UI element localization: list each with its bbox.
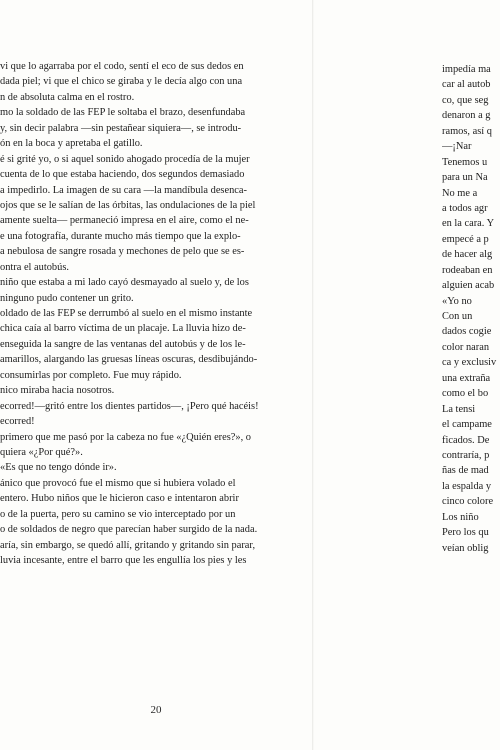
text-line: a todos agr	[442, 202, 488, 214]
text-line: Pero los qu	[442, 527, 489, 539]
text-line: chica caía al barro víctima de un placaje. La lluvia hizo de-	[0, 323, 246, 335]
text-line: n de absoluta calma en el rostro.	[0, 91, 135, 103]
text-line: el campame	[442, 419, 492, 431]
text-line: —¡Nar	[442, 141, 472, 153]
text-line: primero que me pasó por la cabeza no fue «¿Quién eres?», o	[0, 431, 251, 443]
text-line: a nebulosa de sangre rosada y mechones de pelo que se es-	[0, 246, 245, 258]
text-line: ánico que provocó fue el mismo que si hubiera volado el	[0, 477, 236, 489]
text-line: nico miraba hacia nosotros.	[0, 385, 115, 397]
text-line: ón en la boca y apretaba el gatillo.	[0, 138, 143, 150]
text-line: contraría, p	[442, 449, 490, 461]
text-line: y, sin decir palabra —sin pestañear siquiera—, se introdu-	[0, 122, 242, 134]
text-line: como el bo	[442, 388, 489, 400]
text-line: mo la soldado de las FEP le soltaba el brazo, desenfundaba	[0, 107, 246, 119]
text-line: cinco colore	[442, 496, 494, 508]
text-line: ninguno pudo contener un grito.	[0, 292, 134, 304]
text-line: ñas de mad	[442, 465, 489, 477]
text-line: No me a	[442, 187, 478, 199]
text-line: entero. Hubo niños que le hicieron caso e intentaron abrir	[0, 493, 239, 505]
text-line: para un Na	[442, 172, 488, 184]
text-line: oldado de las FEP se derrumbó al suelo en el mismo instante	[0, 308, 253, 319]
text-line: dados cogie	[442, 326, 492, 338]
text-line: una extraña	[442, 372, 491, 384]
text-line: amente suelta— permaneció impresa en el aire, como el ne-	[0, 215, 249, 227]
text-line: vi que lo agarraba por el codo, sentí el eco de sus dedos en	[0, 61, 244, 72]
text-line: denaron a g	[442, 110, 491, 122]
text-line: e una fotografía, durante mucho más tiempo que la explo-	[0, 230, 241, 242]
text-line: Con un	[442, 311, 473, 322]
text-line: de hacer alg	[442, 249, 493, 261]
text-line: La tensi	[442, 403, 476, 415]
text-line: quiera «¿Por qué?».	[0, 446, 83, 458]
text-line: ecorred!—gritó entre los dientes partidos—, ¡Pero qué hacéis!	[0, 400, 259, 412]
text-line: é si grité yo, o si aquel sonido ahogado procedía de la mujer	[0, 153, 250, 165]
text-line: cuenta de lo que estaba haciendo, dos segundos demasiado	[0, 169, 245, 181]
text-line: co, que seg	[442, 94, 489, 106]
text-line: ecorred!	[0, 416, 35, 428]
text-line: ca y exclusiv	[442, 357, 497, 369]
text-line: ojos que se le salían de las órbitas, las ondulaciones de la piel	[0, 199, 256, 211]
text-line: a impedirlo. La imagen de su cara —la mandíbula desenca-	[0, 184, 247, 196]
text-line: «Yo no	[442, 295, 472, 307]
text-line: niño que estaba a mi lado cayó desmayado al suelo y, de los	[0, 277, 249, 289]
text-line: rodeaban en	[442, 264, 493, 276]
text-line: amarillos, alargando las gruesas líneas oscuras, desdibujándo-	[0, 354, 258, 366]
text-line: Tenemos u	[442, 156, 488, 168]
text-line: ficados. De	[442, 434, 490, 446]
text-line: o de la puerta, pero su camino se vio interceptado por un	[0, 508, 236, 520]
text-line: Los niño	[442, 511, 479, 523]
text-line: alguien acab	[442, 280, 495, 292]
text-line: la espalda y	[442, 480, 492, 492]
text-line: aría, sin embargo, se quedó allí, gritando y gritando sin parar,	[0, 539, 256, 551]
text-line: ramos, así q	[442, 125, 492, 137]
text-line: car al autob	[442, 79, 491, 91]
text-line: color naran	[442, 341, 490, 353]
text-line: en la cara. Y	[442, 218, 495, 230]
page-number: 20	[150, 704, 162, 716]
text-line: empecé a p	[442, 233, 489, 245]
text-line: ontra el autobús.	[0, 261, 69, 273]
right-page-body-text	[442, 62, 500, 556]
text-line: o de soldados de negro que parecían haber surgido de la nada.	[0, 524, 258, 536]
text-line: «Es que no tengo dónde ir».	[0, 462, 117, 474]
text-line: enseguida la sangre de las ventanas del autobús y de los le-	[0, 338, 246, 350]
text-line: impedía ma	[442, 64, 491, 75]
left-page-body-text	[0, 59, 308, 568]
text-line: luvia incesante, entre el barro que les engullía los pies y les	[0, 555, 247, 566]
right-page	[312, 0, 500, 750]
text-line: veían oblig	[442, 542, 489, 554]
text-line: consumirlas por completo. Fue muy rápido.	[0, 369, 182, 381]
text-line: dada piel; vi que el chico se giraba y le decía algo con una	[0, 76, 243, 88]
